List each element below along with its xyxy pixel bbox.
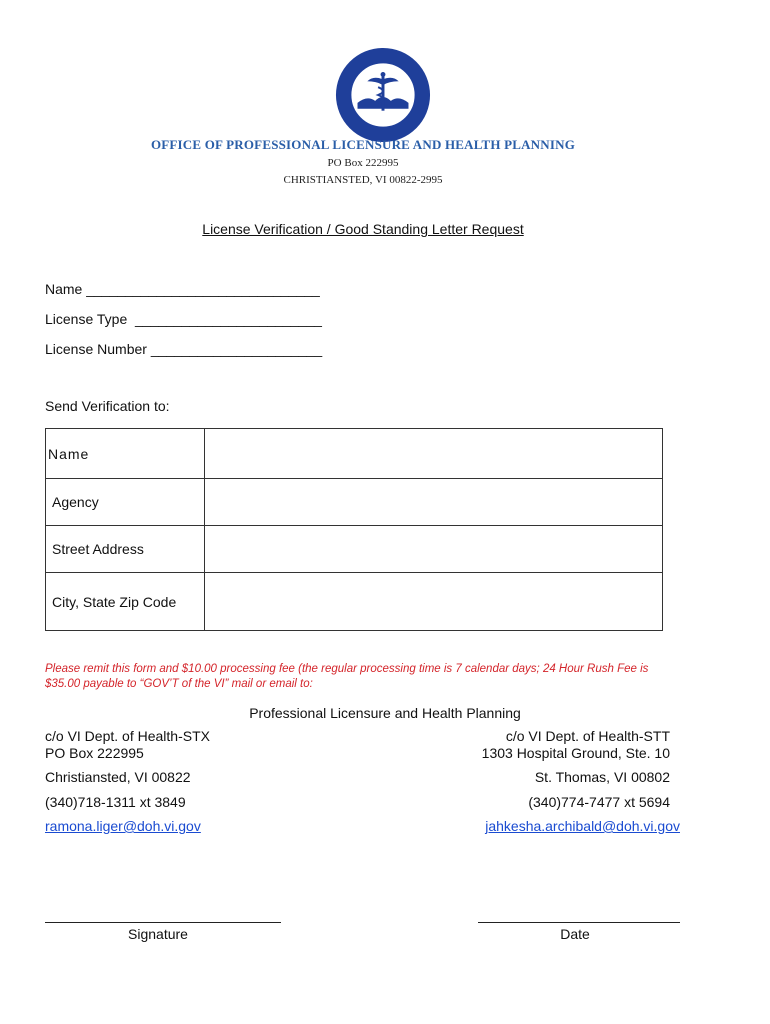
date-line[interactable] bbox=[478, 922, 680, 923]
table-label-name: Name bbox=[46, 429, 205, 479]
office-title: OFFICE OF PROFESSIONAL LICENSURE AND HEALTH PLANNING bbox=[150, 137, 576, 152]
stt-address: 1303 Hospital Ground, Ste. 10 bbox=[481, 745, 670, 761]
document-title: License Verification / Good Standing Letter Request bbox=[202, 221, 524, 237]
name-field[interactable]: Name ______________________________ bbox=[45, 281, 320, 297]
signature-label: Signature bbox=[128, 926, 188, 942]
stx-care-of: c/o VI Dept. of Health-STX bbox=[45, 728, 210, 744]
recipient-name-input[interactable] bbox=[205, 429, 663, 479]
table-label-street: Street Address bbox=[46, 526, 205, 573]
stx-city: Christiansted, VI 00822 bbox=[45, 769, 191, 785]
recipient-street-input[interactable] bbox=[205, 526, 663, 573]
stt-phone: (340)774-7477 xt 5694 bbox=[528, 794, 670, 810]
stx-po-box: PO Box 222995 bbox=[45, 745, 144, 761]
payee-name: Professional Licensure and Health Planning bbox=[249, 705, 521, 721]
recipient-city-input[interactable] bbox=[205, 573, 663, 631]
stt-care-of: c/o VI Dept. of Health-STT bbox=[505, 728, 670, 744]
department-seal bbox=[334, 46, 432, 144]
stx-email-link[interactable]: ramona.liger@doh.vi.gov bbox=[45, 818, 201, 834]
license-number-field[interactable]: License Number ______________________ bbox=[45, 341, 323, 357]
recipient-agency-input[interactable] bbox=[205, 479, 663, 526]
fee-notice: Please remit this form and $10.00 processing fee (the regular processing time is 7 calendar days; 24 Hour Rush Fee is $35.00 payable to “GOV’T of the VI” mail or email to: bbox=[45, 663, 649, 690]
stt-city: St. Thomas, VI 00802 bbox=[534, 769, 670, 785]
stt-email-link[interactable]: jahkesha.archibald@doh.vi.gov bbox=[485, 818, 680, 834]
table-label-city: City, State Zip Code bbox=[46, 573, 205, 631]
send-verification-table bbox=[45, 428, 663, 631]
office-po-box: PO Box 222995 bbox=[327, 157, 399, 169]
office-city: CHRISTIANSTED, VI 00822-2995 bbox=[283, 174, 443, 186]
date-label: Date bbox=[560, 926, 590, 942]
stx-phone: (340)718-1311 xt 3849 bbox=[45, 794, 186, 810]
table-label-agency: Agency bbox=[46, 479, 205, 526]
license-type-field[interactable]: License Type ________________________ bbox=[45, 311, 322, 327]
signature-line[interactable] bbox=[45, 922, 281, 923]
send-verification-heading: Send Verification to: bbox=[45, 398, 170, 414]
